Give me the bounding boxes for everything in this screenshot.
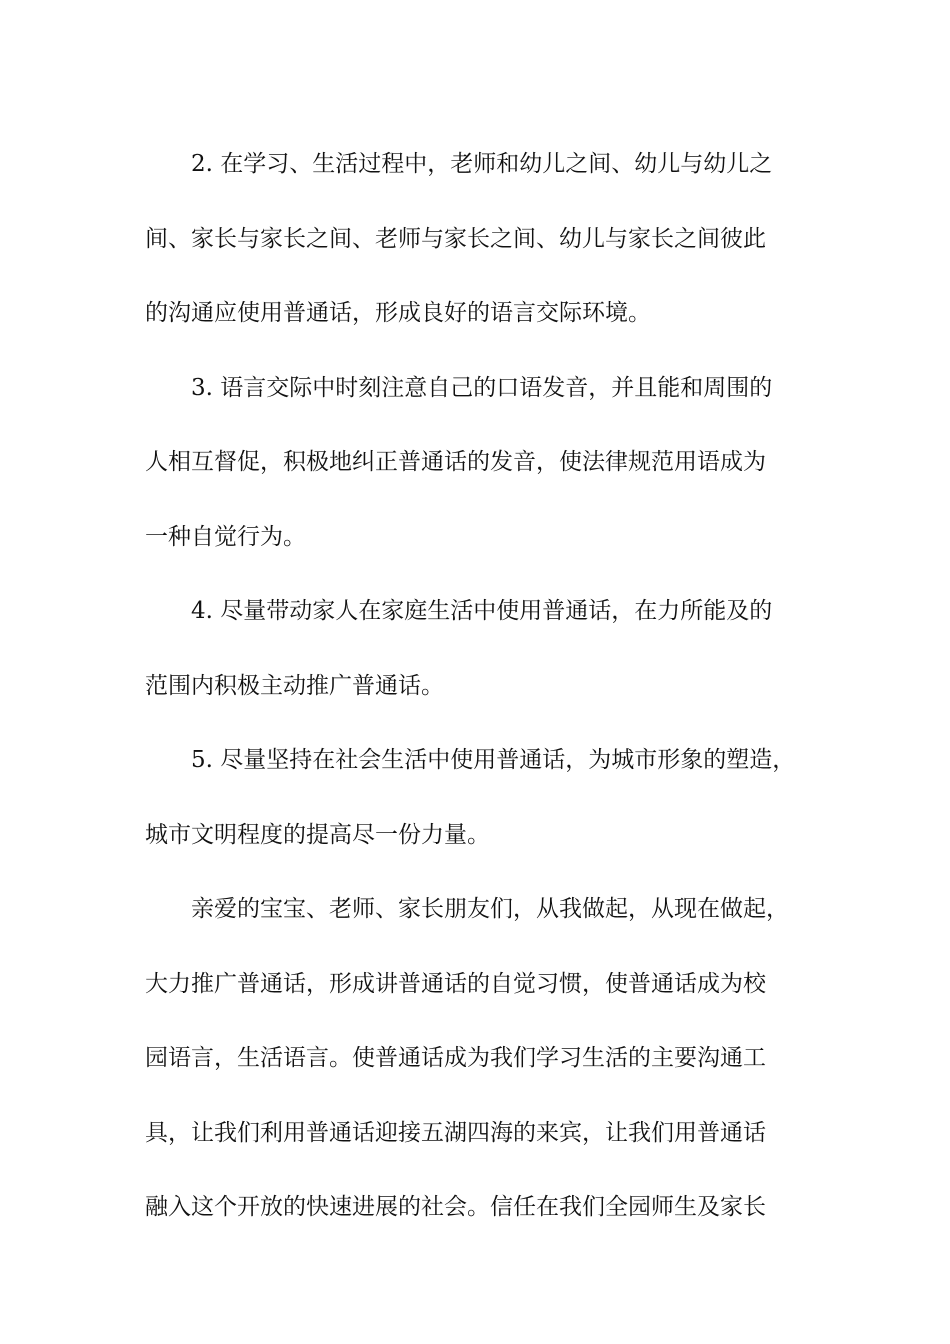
paragraph-5-line-2: 城市文明程度的提高尽一份力量。 <box>145 821 490 848</box>
paragraph-3-line-3: 一种自觉行为。 <box>145 523 306 550</box>
paragraph-5-line-1: 5. 尽量坚持在社会生活中使用普通话，为城市形象的塑造， <box>191 747 796 773</box>
paragraph-3-line-2: 人相互督促，积极地纠正普通话的发音，使法律规范用语成为 <box>145 449 766 475</box>
closing-paragraph-line-5: 融入这个开放的快速进展的社会。信任在我们全园师生及家长 <box>145 1194 766 1220</box>
paragraph-2-line-1: 2. 在学习、生活过程中，老师和幼儿之间、幼儿与幼儿之 <box>191 151 773 177</box>
closing-paragraph-line-1: 亲爱的宝宝、老师、家长朋友们，从我做起，从现在做起， <box>191 896 789 922</box>
closing-paragraph-line-3: 园语言，生活语言。使普通话成为我们学习生活的主要沟通工 <box>145 1045 766 1071</box>
document-body <box>145 127 835 1245</box>
closing-paragraph-line-4: 具，让我们利用普通话迎接五湖四海的来宾，让我们用普通话 <box>145 1119 766 1146</box>
paragraph-4-line-2: 范围内积极主动推广普通话。 <box>145 672 444 699</box>
paragraph-2-line-3: 的沟通应使用普通话，形成良好的语言交际环境。 <box>145 300 651 326</box>
paragraph-3-line-1: 3. 语言交际中时刻注意自己的口语发音，并且能和周围的 <box>191 374 773 401</box>
paragraph-4-line-1: 4. 尽量带动家人在家庭生活中使用普通话，在力所能及的 <box>191 598 773 624</box>
paragraph-2-line-2: 间、家长与家长之间、老师与家长之间、幼儿与家长之间彼此 <box>145 225 766 252</box>
closing-paragraph-line-2: 大力推广普通话，形成讲普通话的自觉习惯，使普通话成为校 <box>145 970 766 997</box>
